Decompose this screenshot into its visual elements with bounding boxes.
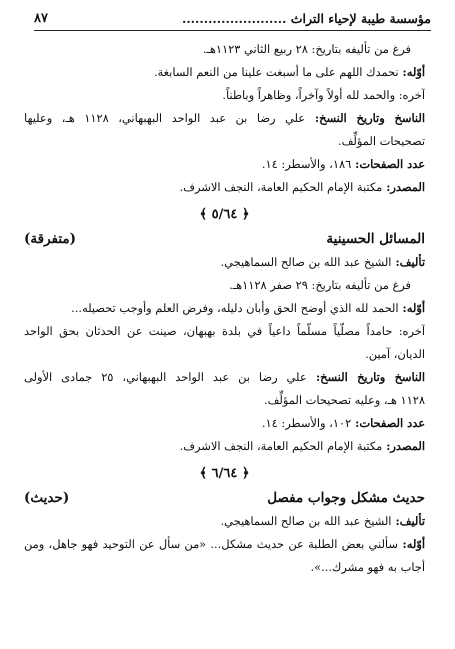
entry-line: الناسخ وتاريخ النسخ: علي رضا بن عبد الواحد البهبهاني، ١١٢٨ هـ، وعليها bbox=[24, 111, 425, 125]
entry-line: الديان، آمين. bbox=[365, 347, 425, 361]
entry-category: (حديث) bbox=[24, 490, 70, 506]
page-number: ٨٧ bbox=[34, 11, 48, 26]
entry-title: المسائل الحسينية bbox=[326, 231, 425, 247]
page-header bbox=[34, 9, 431, 29]
header-rule bbox=[34, 30, 431, 31]
entry-line: الناسخ وتاريخ النسخ: علي رضا بن عبد الواحد البهبهاني، ٢٥ جمادى الأولى bbox=[24, 370, 425, 384]
entry-title: حديث مشكل وجواب مفصل bbox=[267, 490, 425, 506]
entry-category: (متفرقة) bbox=[24, 231, 77, 247]
entry-line: عدد الصفحات: ١٨٦، والأسطر: ١٤. bbox=[261, 157, 425, 171]
entry-line: أوّله: الحمد لله الذي أوضح الحق وأبان دليله، وفرض العلم وأوجب تحصيله... bbox=[71, 301, 425, 315]
entry-line: تأليف: الشيخ عبد الله بن صالح السماهيجي. bbox=[220, 514, 425, 528]
entry-line: المصدر: مكتبة الإمام الحكيم العامة، النجف الاشرف. bbox=[179, 180, 425, 194]
entry-body bbox=[24, 510, 425, 579]
entry-number: ﴿ ٥/٦٤ ﴾ bbox=[199, 207, 250, 222]
entry-line: فرغ من تأليفه بتاريخ: ٢٨ ربيع الثاني ١١٢٣هـ. bbox=[202, 42, 411, 56]
entry-line: عدد الصفحات: ١٠٢، والأسطر: ١٤. bbox=[261, 416, 425, 430]
entry-line: تصحيحات المؤلِّف. bbox=[338, 134, 425, 148]
page-body bbox=[24, 38, 425, 579]
entry-title-row bbox=[24, 486, 425, 510]
entry-line: تأليف: الشيخ عبد الله بن صالح السماهيجي. bbox=[220, 255, 425, 269]
entry-number: ﴿ ٦/٦٤ ﴾ bbox=[199, 466, 250, 481]
entry-body bbox=[24, 251, 425, 458]
entry-continuation bbox=[24, 38, 425, 199]
entry-line: أوّله: نحمدك اللهم على ما أسبغت علينا من النعم السابغة. bbox=[153, 65, 425, 79]
entry-title-row bbox=[24, 227, 425, 251]
running-title: مؤسسة طيبة لإحياء التراث ........................ bbox=[181, 11, 431, 26]
entry-line: أجاب به فهو مشرك...». bbox=[310, 560, 425, 574]
entry-line: ١١٢٨ هـ، وعليه تصحيحات المؤلِّف. bbox=[264, 393, 425, 407]
entry-line: فرغ من تأليفه بتاريخ: ٢٩ صفر ١١٢٨هـ. bbox=[229, 278, 411, 292]
entry-line: أوّله: سألني بعض الطلبة عن حديث مشكل... «من سأل عن التوحيد فهو جاهل، ومن bbox=[24, 537, 425, 551]
entry-line: المصدر: مكتبة الإمام الحكيم العامة، النجف الاشرف. bbox=[179, 439, 425, 453]
entry-line: آخره: حامداً مصلّياً مسلّماً داعياً في بلدة بهبهان، صينت عن الحدثان بحق الواحد bbox=[24, 324, 425, 338]
entry-line: آخره: والحمد لله أولاً وآخراً، وظاهراً وباطناً. bbox=[222, 88, 425, 102]
